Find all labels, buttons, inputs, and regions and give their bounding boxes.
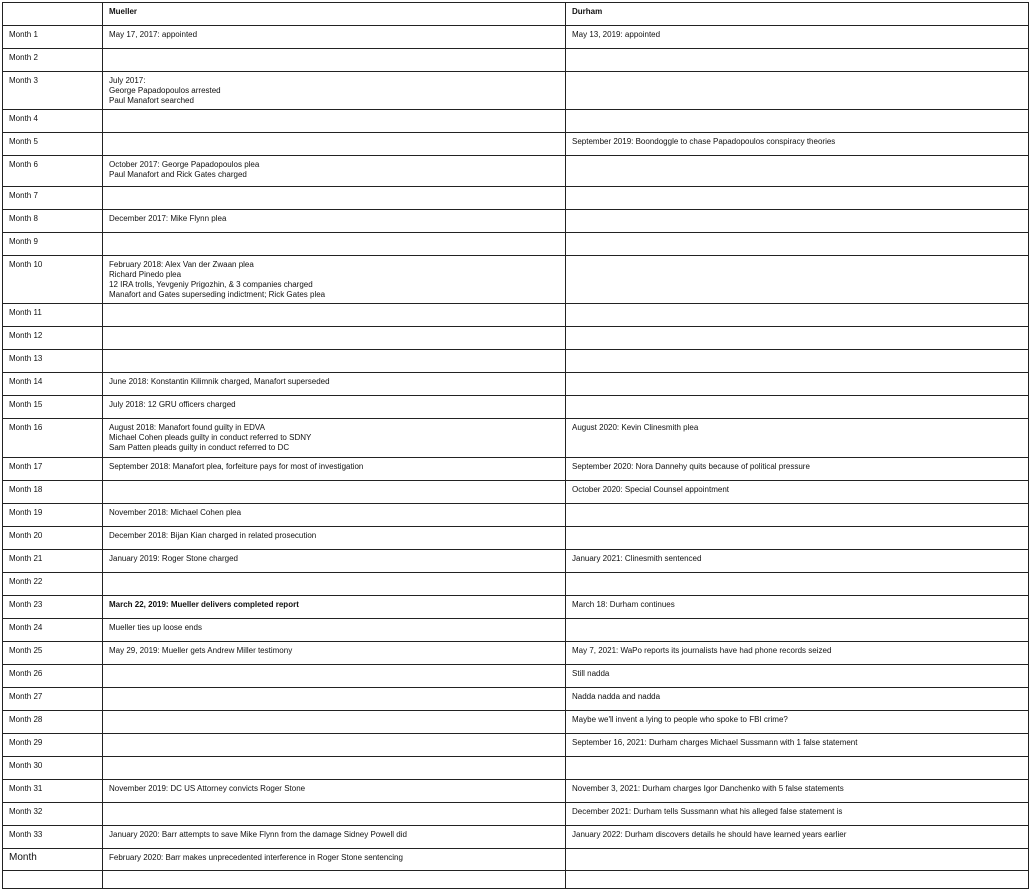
durham-cell bbox=[566, 110, 1029, 133]
durham-cell bbox=[566, 187, 1029, 210]
durham-event-line: Maybe we'll invent a lying to people who spoke to FBI crime? bbox=[572, 715, 788, 724]
durham-cell bbox=[566, 550, 1029, 573]
mueller-event-line: June 2018: Konstantin Kilimnik charged, Manafort superseded bbox=[109, 377, 330, 386]
table-row bbox=[3, 373, 1029, 396]
mueller-cell bbox=[103, 72, 566, 110]
durham-cell bbox=[566, 419, 1029, 458]
table-row bbox=[3, 156, 1029, 187]
month-label: Month 27 bbox=[3, 688, 103, 711]
header-row bbox=[3, 3, 1029, 26]
mueller-cell bbox=[103, 396, 566, 419]
durham-cell bbox=[566, 527, 1029, 550]
durham-event-line: Still nadda bbox=[572, 669, 610, 678]
table-row bbox=[3, 849, 1029, 871]
table-row bbox=[3, 72, 1029, 110]
durham-cell bbox=[566, 573, 1029, 596]
durham-cell bbox=[566, 233, 1029, 256]
month-label: Month 14 bbox=[3, 373, 103, 396]
mueller-event-line: Richard Pinedo plea bbox=[109, 270, 182, 279]
durham-cell bbox=[566, 734, 1029, 757]
durham-cell bbox=[566, 256, 1029, 304]
durham-event-line: October 2020: Special Counsel appointment bbox=[572, 485, 729, 494]
mueller-event-line: January 2020: Barr attempts to save Mike Flynn from the damage Sidney Powell did bbox=[109, 830, 407, 839]
mueller-cell bbox=[103, 419, 566, 458]
table-row bbox=[3, 256, 1029, 304]
durham-event-line: January 2021: Clinesmith sentenced bbox=[572, 554, 702, 563]
mueller-event-line: George Papadopoulos arrested bbox=[109, 86, 221, 95]
mueller-cell bbox=[103, 481, 566, 504]
table-row bbox=[3, 304, 1029, 327]
mueller-cell bbox=[103, 327, 566, 350]
month-label: Month 2 bbox=[3, 49, 103, 72]
durham-event-line: Nadda nadda and nadda bbox=[572, 692, 661, 701]
table-row bbox=[3, 49, 1029, 72]
month-label: Month 33 bbox=[3, 826, 103, 849]
mueller-cell bbox=[103, 688, 566, 711]
table-row bbox=[3, 350, 1029, 373]
durham-event-line: December 2021: Durham tells Sussmann what his alleged false statement is bbox=[572, 807, 843, 816]
header-mueller: Mueller bbox=[103, 3, 566, 26]
table-row bbox=[3, 642, 1029, 665]
table-row bbox=[3, 504, 1029, 527]
table-row bbox=[3, 419, 1029, 458]
durham-cell bbox=[566, 826, 1029, 849]
mueller-cell bbox=[103, 350, 566, 373]
table-row bbox=[3, 481, 1029, 504]
durham-event-line: May 7, 2021: WaPo reports its journalists have had phone records seized bbox=[572, 646, 832, 655]
durham-cell bbox=[566, 596, 1029, 619]
durham-cell bbox=[566, 849, 1029, 871]
mueller-cell bbox=[103, 373, 566, 396]
mueller-event-line: Manafort and Gates superseding indictment; Rick Gates plea bbox=[109, 290, 326, 299]
month-label: Month 11 bbox=[3, 304, 103, 327]
durham-cell bbox=[566, 72, 1029, 110]
mueller-cell bbox=[103, 826, 566, 849]
table-row bbox=[3, 233, 1029, 256]
mueller-cell bbox=[103, 665, 566, 688]
month-label: Month 25 bbox=[3, 642, 103, 665]
durham-cell bbox=[566, 350, 1029, 373]
mueller-cell bbox=[103, 133, 566, 156]
month-label: Month 26 bbox=[3, 665, 103, 688]
table-row bbox=[3, 665, 1029, 688]
month-label: Month 15 bbox=[3, 396, 103, 419]
table-row bbox=[3, 619, 1029, 642]
durham-cell bbox=[566, 711, 1029, 734]
mueller-cell bbox=[103, 871, 566, 889]
mueller-cell bbox=[103, 757, 566, 780]
mueller-cell bbox=[103, 458, 566, 481]
table-row bbox=[3, 187, 1029, 210]
table-row bbox=[3, 711, 1029, 734]
mueller-event-line: January 2019: Roger Stone charged bbox=[109, 554, 238, 563]
mueller-event-line: December 2017: Mike Flynn plea bbox=[109, 214, 227, 223]
durham-cell bbox=[566, 327, 1029, 350]
table-row bbox=[3, 688, 1029, 711]
month-label: Month 8 bbox=[3, 210, 103, 233]
mueller-event-line: Paul Manafort and Rick Gates charged bbox=[109, 170, 247, 179]
mueller-event-line: July 2017: bbox=[109, 76, 146, 85]
mueller-cell bbox=[103, 849, 566, 871]
durham-cell bbox=[566, 26, 1029, 49]
durham-event-line: January 2022: Durham discovers details he should have learned years earlier bbox=[572, 830, 847, 839]
mueller-cell bbox=[103, 210, 566, 233]
durham-cell bbox=[566, 133, 1029, 156]
month-label: Month 3 bbox=[3, 72, 103, 110]
durham-cell bbox=[566, 780, 1029, 803]
mueller-cell bbox=[103, 110, 566, 133]
timeline-table-container bbox=[2, 2, 1029, 889]
durham-cell bbox=[566, 481, 1029, 504]
month-label: Month bbox=[3, 849, 103, 871]
mueller-event-line: 12 IRA trolls, Yevgeniy Prigozhin, & 3 companies charged bbox=[109, 280, 313, 289]
mueller-cell bbox=[103, 803, 566, 826]
month-label: Month 18 bbox=[3, 481, 103, 504]
mueller-cell bbox=[103, 550, 566, 573]
month-label: Month 4 bbox=[3, 110, 103, 133]
month-label: Month 21 bbox=[3, 550, 103, 573]
mueller-cell bbox=[103, 619, 566, 642]
month-label: Month 9 bbox=[3, 233, 103, 256]
month-label: Month 31 bbox=[3, 780, 103, 803]
month-label: Month 6 bbox=[3, 156, 103, 187]
month-label: Month 32 bbox=[3, 803, 103, 826]
durham-cell bbox=[566, 642, 1029, 665]
month-label: Month 10 bbox=[3, 256, 103, 304]
table-row bbox=[3, 550, 1029, 573]
table-row bbox=[3, 734, 1029, 757]
durham-event-line: August 2020: Kevin Clinesmith plea bbox=[572, 423, 699, 432]
table-row bbox=[3, 133, 1029, 156]
table-row bbox=[3, 26, 1029, 49]
month-label: Month 20 bbox=[3, 527, 103, 550]
durham-event-line: March 18: Durham continues bbox=[572, 600, 675, 609]
durham-cell bbox=[566, 871, 1029, 889]
month-label: Month 29 bbox=[3, 734, 103, 757]
month-label: Month 7 bbox=[3, 187, 103, 210]
month-label: Month 17 bbox=[3, 458, 103, 481]
durham-cell bbox=[566, 396, 1029, 419]
mueller-event-line: August 2018: Manafort found guilty in EDVA bbox=[109, 423, 265, 432]
month-label: Month 5 bbox=[3, 133, 103, 156]
month-label: Month 13 bbox=[3, 350, 103, 373]
durham-cell bbox=[566, 210, 1029, 233]
mueller-cell bbox=[103, 527, 566, 550]
mueller-cell bbox=[103, 504, 566, 527]
month-label: Month 30 bbox=[3, 757, 103, 780]
table-row bbox=[3, 596, 1029, 619]
mueller-event-line: May 29, 2019: Mueller gets Andrew Miller testimony bbox=[109, 646, 293, 655]
durham-event-line: September 2019: Boondoggle to chase Papadopoulos conspiracy theories bbox=[572, 137, 836, 146]
mueller-cell bbox=[103, 596, 566, 619]
mueller-cell bbox=[103, 573, 566, 596]
mueller-event-line: Sam Patten pleads guilty in conduct referred to DC bbox=[109, 443, 290, 452]
month-label: Month 24 bbox=[3, 619, 103, 642]
mueller-cell bbox=[103, 256, 566, 304]
month-label: Month 19 bbox=[3, 504, 103, 527]
timeline-body bbox=[3, 26, 1029, 889]
table-row bbox=[3, 210, 1029, 233]
month-label: Month 22 bbox=[3, 573, 103, 596]
durham-cell bbox=[566, 688, 1029, 711]
mueller-event-line: November 2018: Michael Cohen plea bbox=[109, 508, 242, 517]
mueller-event-line: May 17, 2017: appointed bbox=[109, 30, 198, 39]
month-label bbox=[3, 871, 103, 889]
month-label: Month 1 bbox=[3, 26, 103, 49]
mueller-event-line: December 2018: Bijan Kian charged in related prosecution bbox=[109, 531, 317, 540]
table-row bbox=[3, 110, 1029, 133]
table-row bbox=[3, 573, 1029, 596]
mueller-event-line: September 2018: Manafort plea, forfeiture pays for most of investigation bbox=[109, 462, 364, 471]
durham-cell bbox=[566, 156, 1029, 187]
mueller-event-line: February 2020: Barr makes unprecedented interference in Roger Stone sentencing bbox=[109, 853, 403, 862]
table-row bbox=[3, 826, 1029, 849]
durham-event-line: September 2020: Nora Dannehy quits because of political pressure bbox=[572, 462, 810, 471]
table-row bbox=[3, 757, 1029, 780]
table-row bbox=[3, 396, 1029, 419]
durham-cell bbox=[566, 458, 1029, 481]
mueller-cell bbox=[103, 304, 566, 327]
mueller-event-line: Michael Cohen pleads guilty in conduct referred to SDNY bbox=[109, 433, 312, 442]
mueller-event-line: Paul Manafort searched bbox=[109, 96, 194, 105]
month-label: Month 23 bbox=[3, 596, 103, 619]
mueller-cell bbox=[103, 156, 566, 187]
timeline-table bbox=[2, 2, 1029, 889]
durham-event-line: November 3, 2021: Durham charges Igor Danchenko with 5 false statements bbox=[572, 784, 844, 793]
mueller-cell bbox=[103, 49, 566, 72]
mueller-cell bbox=[103, 187, 566, 210]
durham-event-line: September 16, 2021: Durham charges Michael Sussmann with 1 false statement bbox=[572, 738, 858, 747]
month-label: Month 12 bbox=[3, 327, 103, 350]
durham-cell bbox=[566, 373, 1029, 396]
durham-cell bbox=[566, 619, 1029, 642]
mueller-event-line: March 22, 2019: Mueller delivers completed report bbox=[109, 600, 299, 609]
mueller-event-line: July 2018: 12 GRU officers charged bbox=[109, 400, 236, 409]
durham-cell bbox=[566, 665, 1029, 688]
table-row bbox=[3, 780, 1029, 803]
mueller-cell bbox=[103, 26, 566, 49]
durham-cell bbox=[566, 49, 1029, 72]
mueller-event-line: October 2017: George Papadopoulos plea bbox=[109, 160, 260, 169]
mueller-cell bbox=[103, 780, 566, 803]
durham-cell bbox=[566, 757, 1029, 780]
mueller-cell bbox=[103, 734, 566, 757]
mueller-cell bbox=[103, 711, 566, 734]
durham-cell bbox=[566, 304, 1029, 327]
durham-cell bbox=[566, 803, 1029, 826]
table-row bbox=[3, 527, 1029, 550]
table-row bbox=[3, 803, 1029, 826]
mueller-event-line: February 2018: Alex Van der Zwaan plea bbox=[109, 260, 254, 269]
table-row bbox=[3, 871, 1029, 889]
table-row bbox=[3, 327, 1029, 350]
header-durham: Durham bbox=[566, 3, 1029, 26]
header-month bbox=[3, 3, 103, 26]
month-label: Month 28 bbox=[3, 711, 103, 734]
table-row bbox=[3, 458, 1029, 481]
mueller-event-line: November 2019: DC US Attorney convicts Roger Stone bbox=[109, 784, 306, 793]
mueller-event-line: Mueller ties up loose ends bbox=[109, 623, 202, 632]
month-label: Month 16 bbox=[3, 419, 103, 458]
mueller-cell bbox=[103, 642, 566, 665]
durham-event-line: May 13, 2019: appointed bbox=[572, 30, 661, 39]
mueller-cell bbox=[103, 233, 566, 256]
durham-cell bbox=[566, 504, 1029, 527]
